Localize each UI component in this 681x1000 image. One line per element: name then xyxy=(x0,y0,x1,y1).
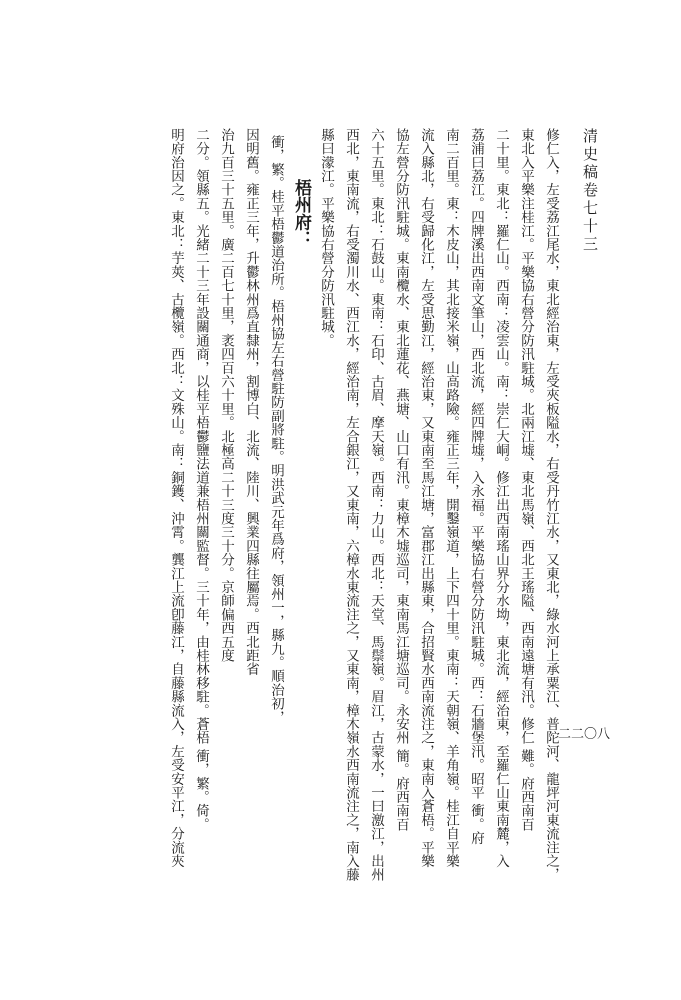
text-column: 東北入平樂注桂江。平樂協右營分防汛駐城。北兩江墟、東北馬嶺、西北王瑤隘、西南遠塘有汛。修仁 難。府西南百 xyxy=(518,128,534,832)
text-column: 南二百里。東：木皮山，其北接米嶺，山高路險。雍正三年，開鑿嶺道，上下四十里。東南：天朝嶺、羊角嶺。桂江自平樂 xyxy=(443,128,459,868)
text-column: 明府治因之。東北：芋莢、古欖嶺。西北：文殊山。南：銅鑊、沖霄。龔江上流卽藤江，自藤縣流入，左受安平江，分流夾 xyxy=(168,128,184,868)
text-column: 治九百三十五里。廣二百七十里，袤四百六十里。北極高二十三度三十分。京師偏西五度 xyxy=(218,128,234,663)
text-column: 梧州府： xyxy=(291,179,311,248)
text-column: 二分。領縣五。光緒二十三年設關通商，以桂平梧鬱鹽法道兼梧州關監督。三十年，由桂林移駐。蒼梧 衝，繁。倚。 xyxy=(193,128,209,832)
text-column: 西北，東南流，右受濁川水、西江水，經治南，左合銀江，又東南，六樟水東流注之，又東南，樟木嶺水西南流注之，南入藤 xyxy=(343,128,359,882)
text-column: 二十里。東北：羅仁山。西南：凌雲山。南：崇仁大峒。修江出西南瑤山界分水坳，東北流，經治東，至羅仁山東南麓，入 xyxy=(493,128,509,868)
text-column: 衝，繁。桂平梧鬱道治所。梧州協左右營駐防副將駐。明洪武元年爲府，領州一，縣九。順治初， xyxy=(268,134,284,724)
text-column: 協左營分防汛駐城。東南欖水、東北蓮花、燕塘、山口有汛。東樟木墟巡司，東南馬江塘巡司。永安州 簡。府西南百 xyxy=(393,128,409,832)
text-column: 縣曰濛江。平樂協右營分防汛駐城。 xyxy=(318,128,334,348)
page-header-title: 清史稿卷七十三 xyxy=(581,128,599,254)
text-column: 荔浦曰荔江。四牌溪出西南文筆山，西北流，經四牌墟，入永福。平樂協右營分防汛駐城。西：石牆堡汛。昭平 衝。府 xyxy=(468,128,484,845)
text-column: 六十五里。東北：石鼓山。東南：石印、古眉、摩天嶺。西南：力山。西北：天堂、馬鬃嶺。眉江，古蒙水，一曰激江，出州 xyxy=(368,128,384,882)
body-text xyxy=(93,128,563,890)
text-column: 因明舊。雍正三年，升鬱林州爲直隸州，割博白、北流、陸川、興業四縣往屬焉。西北距省 xyxy=(243,128,259,676)
text-column: 流入縣北，右受歸化江，左受思勤江，經治東，又東南至馬江塘，富郡江出縣東，合招賢水西南流注之，東南入蒼梧。平樂 xyxy=(418,128,434,868)
text-column: 修仁入，左受荔江尾水，東北經治東，左受夾板隘水，右受丹竹江水，又東北，綠水河上承粟江、普陀河、龍坪河東流注之， xyxy=(543,128,559,882)
page-number: 二二〇八 xyxy=(558,727,611,742)
